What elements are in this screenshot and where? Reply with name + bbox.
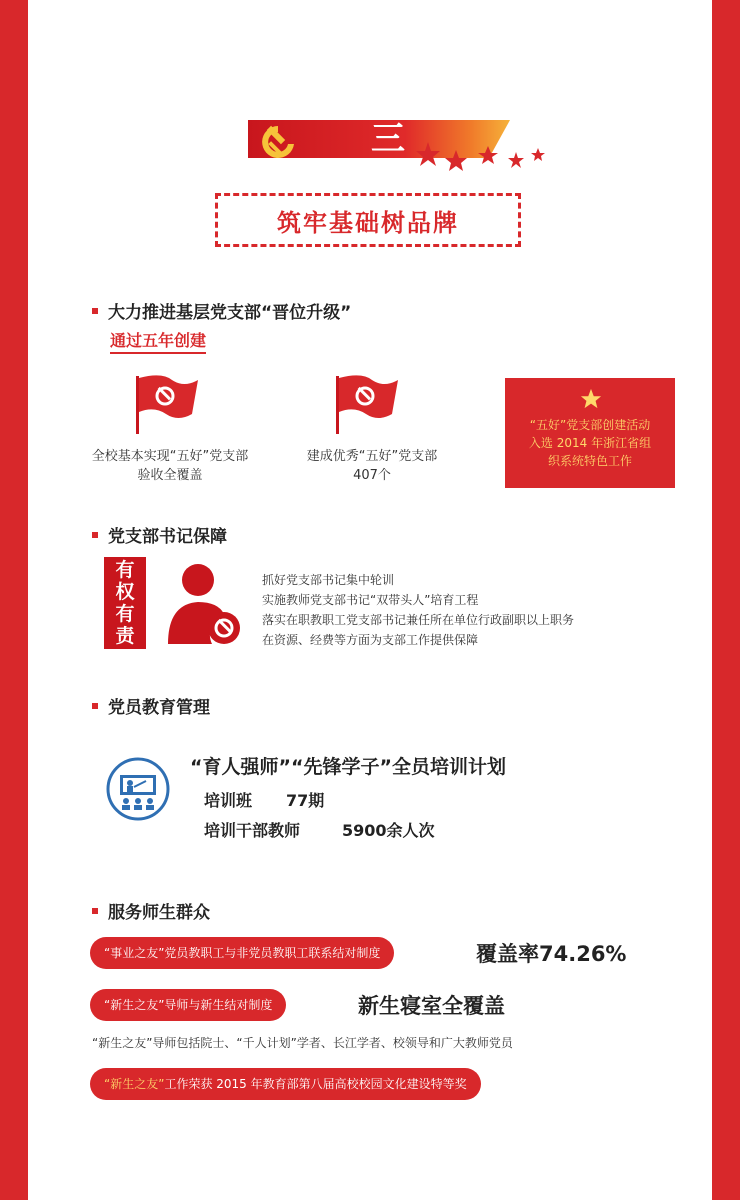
award-pill bbox=[90, 1068, 481, 1100]
star-icon bbox=[580, 388, 602, 410]
list-item: 抓好党支部书记集中轮训 bbox=[262, 573, 395, 587]
responsibility-stamp bbox=[104, 557, 146, 649]
section4-heading bbox=[92, 898, 210, 923]
section3-heading-text: 党员教育管理 bbox=[108, 698, 210, 718]
award-line3: 织系统特色工作 bbox=[547, 454, 632, 468]
item1-line1: 全校基本实现“五好”党支部 bbox=[91, 449, 249, 464]
freshman-friend-pill: “新生之友”导师与新生结对制度 bbox=[90, 989, 286, 1021]
career-friend-pill: “事业之友”党员教职工与非党员教职工联系结对制度 bbox=[90, 937, 394, 969]
section-number: 三 bbox=[371, 119, 405, 159]
party-flag-icon bbox=[132, 374, 202, 436]
bullet bbox=[92, 308, 98, 314]
award-line2: 入选 2014 年浙江省组 bbox=[528, 436, 652, 450]
section3-heading bbox=[92, 693, 210, 718]
section-title-box bbox=[215, 193, 521, 247]
stamp-char: 责 bbox=[115, 625, 135, 647]
award-box bbox=[505, 378, 675, 488]
item2-line2: 407个 bbox=[353, 468, 391, 483]
award-pill-text: 工作荣获 2015 年教育部第八届高校校园文化建设特等奖 bbox=[164, 1077, 467, 1091]
section4-heading-text: 服务师生群众 bbox=[108, 903, 210, 923]
mentor-note: “新生之友”导师包括院士、“千人计划”学者、长江学者、校领导和广大教师党员 bbox=[92, 1036, 513, 1050]
coverage-stat: 覆盖率74.26% bbox=[476, 942, 627, 966]
section1-heading-text: 大力推进基层党支部“晋位升级” bbox=[108, 303, 352, 323]
party-member-icon bbox=[162, 560, 242, 650]
item2-caption bbox=[282, 447, 462, 485]
right-border bbox=[712, 0, 740, 1200]
training-class-value: 77期 bbox=[286, 791, 325, 810]
trained-staff-label: 培训干部教师 bbox=[204, 821, 301, 840]
list-item: 实施教师党支部书记“双带头人”培育工程 bbox=[262, 593, 479, 607]
item2-line1: 建成优秀“五好”党支部 bbox=[306, 449, 438, 464]
section2-heading bbox=[92, 522, 227, 547]
section-title: 筑牢基础树品牌 bbox=[277, 208, 459, 237]
item1-caption bbox=[72, 447, 268, 485]
item1-line2: 验收全覆盖 bbox=[137, 468, 203, 483]
bullet bbox=[92, 703, 98, 709]
section2-heading-text: 党支部书记保障 bbox=[108, 527, 227, 547]
stamp-char: 有 bbox=[115, 603, 135, 625]
section1-heading bbox=[92, 298, 351, 323]
training-plan-title: “育人强师”“先锋学子”全员培训计划 bbox=[190, 756, 506, 778]
training-icon bbox=[106, 757, 170, 821]
bullet bbox=[92, 532, 98, 538]
section1-subheading: 通过五年创建 bbox=[110, 328, 206, 354]
award-line1: “五好”党支部创建活动 bbox=[529, 418, 651, 432]
secretary-list bbox=[262, 570, 574, 650]
award-pill-highlight: “新生之友” bbox=[104, 1077, 165, 1091]
list-item: 在资源、经费等方面为支部工作提供保障 bbox=[262, 633, 479, 647]
list-item: 落实在职教职工党支部书记兼任所在单位行政副职以上职务 bbox=[262, 613, 575, 627]
stamp-char: 有 bbox=[115, 559, 135, 581]
hammer-sickle-icon bbox=[256, 120, 300, 164]
left-border bbox=[0, 0, 28, 1200]
stamp-char: 权 bbox=[115, 581, 135, 603]
party-flag-icon bbox=[332, 374, 402, 436]
dorm-coverage-stat: 新生寝室全覆盖 bbox=[358, 994, 505, 1018]
bullet bbox=[92, 908, 98, 914]
trained-staff-value: 5900余人次 bbox=[342, 821, 435, 840]
stars-decoration bbox=[416, 140, 546, 180]
training-class-label: 培训班 bbox=[204, 791, 253, 810]
